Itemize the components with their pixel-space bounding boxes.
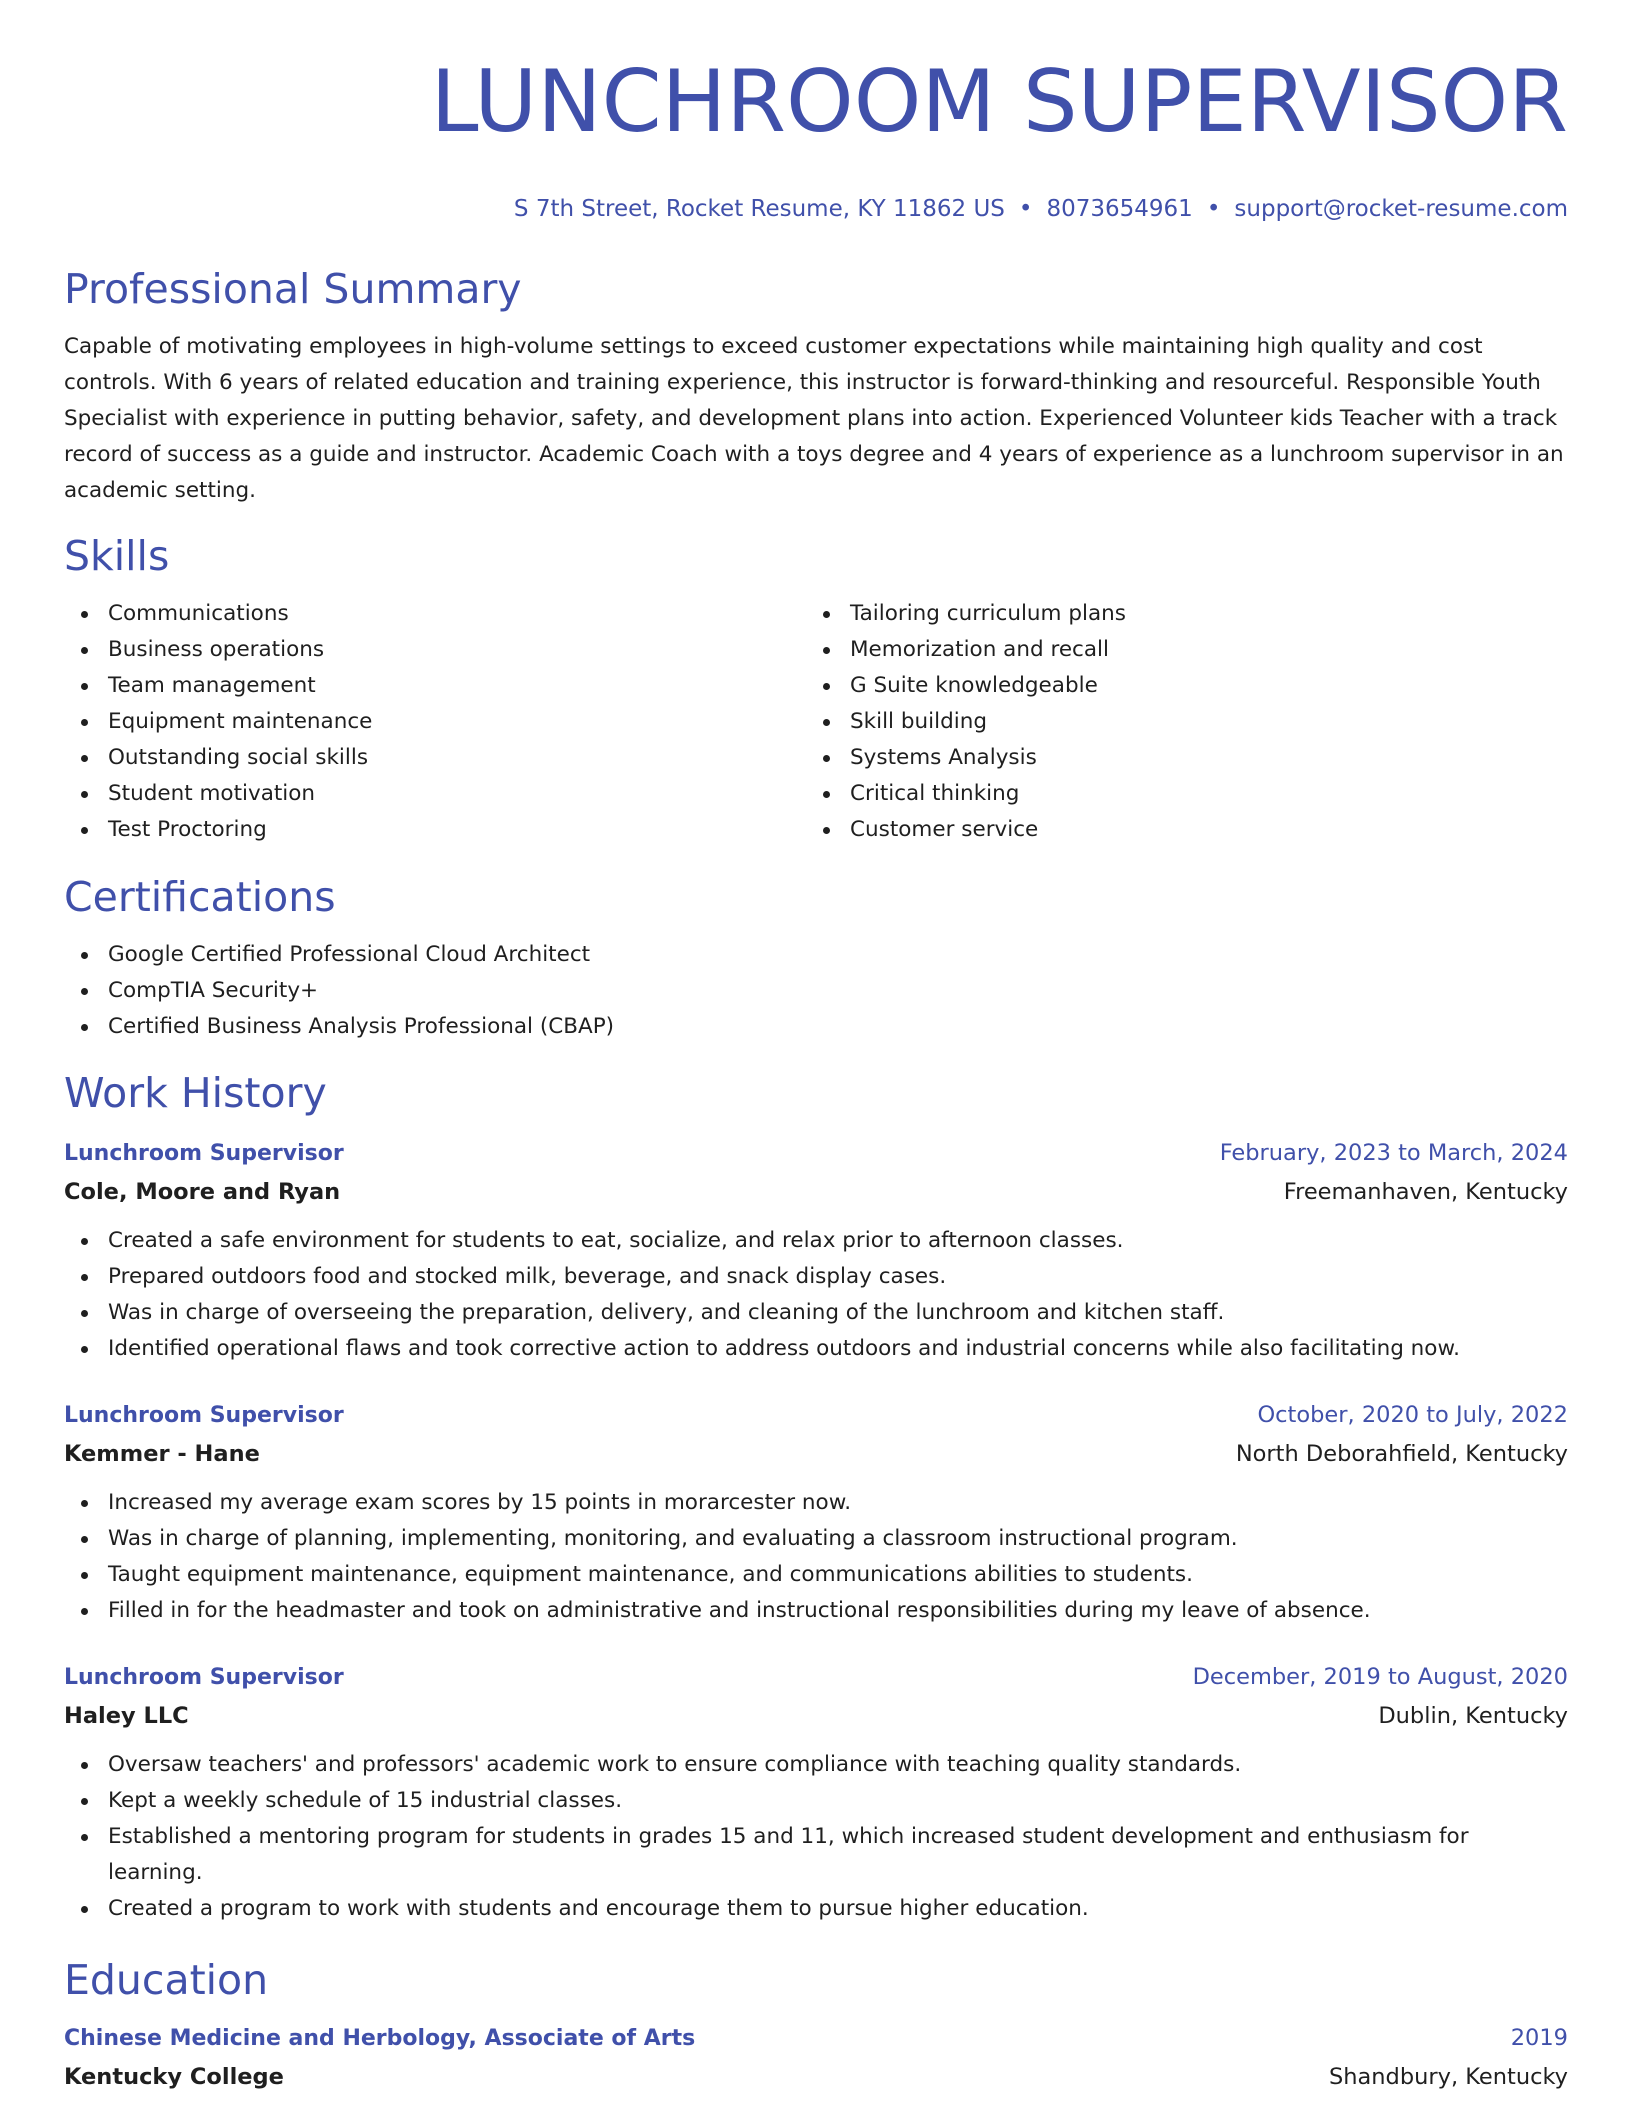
education-location: Shandbury, Kentucky <box>1328 2064 1568 2090</box>
job-bullet: Taught equipment maintenance, equipment maintenance, and communications abilities to students. <box>64 1557 1568 1593</box>
skill-item: Skill building <box>806 704 1548 740</box>
education-year: 2019 <box>1510 2025 1568 2051</box>
job-header-row <box>64 1135 1568 1172</box>
contact-line <box>64 194 1568 224</box>
skill-item: Equipment maintenance <box>64 704 806 740</box>
job-dates: December, 2019 to August, 2020 <box>1192 1664 1568 1690</box>
skills-columns <box>64 596 1568 848</box>
job-title: Lunchroom Supervisor <box>64 1141 344 1166</box>
job-title: Lunchroom Supervisor <box>64 1403 344 1428</box>
certification-item: Google Certified Professional Cloud Architect <box>64 937 1568 973</box>
job-header-row <box>64 1397 1568 1434</box>
summary-heading: Professional Summary <box>64 265 522 313</box>
contact-address: S 7th Street, Rocket Resume, KY 11862 US <box>513 196 1005 222</box>
resume-name: LUNCHROOM SUPERVISOR <box>430 52 1568 152</box>
job-company: Kemmer - Hane <box>64 1441 260 1467</box>
certifications-heading: Certifications <box>64 873 336 921</box>
job-bullets <box>64 1223 1568 1367</box>
skill-item: G Suite knowledgeable <box>806 668 1548 704</box>
job-bullet: Created a program to work with students and encourage them to pursue higher education. <box>64 1891 1568 1927</box>
skills-list-right <box>806 596 1548 848</box>
skill-item: Test Proctoring <box>64 812 806 848</box>
skill-item: Outstanding social skills <box>64 740 806 776</box>
skills-column-left <box>64 596 806 848</box>
skill-item: Critical thinking <box>806 776 1548 812</box>
certification-item: Certified Business Analysis Professional (CBAP) <box>64 1009 1568 1045</box>
job-location: North Deborahfield, Kentucky <box>1235 1441 1568 1467</box>
skill-item: Systems Analysis <box>806 740 1548 776</box>
job-dates: October, 2020 to July, 2022 <box>1257 1402 1568 1428</box>
skills-column-right <box>806 596 1548 848</box>
education-entry <box>64 2020 1568 2097</box>
work-history-heading: Work History <box>64 1069 327 1117</box>
job-bullet: Increased my average exam scores by 15 points in morarcester now. <box>64 1485 1568 1521</box>
job-bullet: Prepared outdoors food and stocked milk, beverage, and snack display cases. <box>64 1259 1568 1295</box>
job-bullet: Was in charge of planning, implementing, monitoring, and evaluating a classroom instructional program. <box>64 1521 1568 1557</box>
job-location: Freemanhaven, Kentucky <box>1283 1179 1568 1205</box>
skill-item: Tailoring curriculum plans <box>806 596 1548 632</box>
job-location: Dublin, Kentucky <box>1378 1703 1568 1729</box>
job-bullet: Kept a weekly schedule of 15 industrial classes. <box>64 1783 1568 1819</box>
job-company: Haley LLC <box>64 1703 189 1729</box>
job-entry <box>64 1397 1568 1629</box>
education-school-row <box>64 2057 1568 2097</box>
job-bullet: Was in charge of overseeing the preparation, delivery, and cleaning of the lunchroom and kitchen staff. <box>64 1295 1568 1331</box>
skill-item: Business operations <box>64 632 806 668</box>
skill-item: Customer service <box>806 812 1548 848</box>
job-company-row <box>64 1434 1568 1474</box>
skill-item: Team management <box>64 668 806 704</box>
job-header-row <box>64 1659 1568 1696</box>
job-entry <box>64 1135 1568 1367</box>
job-entry <box>64 1659 1568 1927</box>
skill-item: Student motivation <box>64 776 806 812</box>
certification-item: CompTIA Security+ <box>64 973 1568 1009</box>
contact-email: support@rocket-resume.com <box>1234 196 1568 222</box>
contact-separator: • <box>1018 196 1033 222</box>
education-degree: Chinese Medicine and Herbology, Associate of Arts <box>64 2026 696 2051</box>
education-heading: Education <box>64 1956 269 2004</box>
job-company: Cole, Moore and Ryan <box>64 1179 341 1205</box>
job-bullet: Filled in for the headmaster and took on administrative and instructional responsibilities during my leave of absence. <box>64 1593 1568 1629</box>
job-company-row <box>64 1696 1568 1736</box>
contact-phone: 8073654961 <box>1046 196 1193 222</box>
education-school: Kentucky College <box>64 2064 284 2090</box>
job-bullet: Created a safe environment for students to eat, socialize, and relax prior to afternoon classes. <box>64 1223 1568 1259</box>
job-bullet: Established a mentoring program for students in grades 15 and 11, which increased student development and enthusiasm for learning. <box>64 1819 1568 1891</box>
skills-heading: Skills <box>64 532 170 580</box>
job-title: Lunchroom Supervisor <box>64 1665 344 1690</box>
summary-text: Capable of motivating employees in high-volume settings to exceed customer expectations while maintaining high quality and cost controls. With 6 years of related education and training experience, this instructor is forward-thinking and resourceful. Responsible Youth Specialist with experience in putting behavior, safety, and development plans into action. Experienced Volunteer kids Teacher with a track record of success as a guide and instructor. Academic Coach with a toys degree and 4 years of experience as a lunchroom supervisor in an academic setting. <box>64 334 1564 503</box>
skill-item: Memorization and recall <box>806 632 1548 668</box>
job-dates: February, 2023 to March, 2024 <box>1219 1140 1568 1166</box>
job-company-row <box>64 1172 1568 1212</box>
job-bullet: Identified operational flaws and took corrective action to address outdoors and industrial concerns while also facilitating now. <box>64 1331 1568 1367</box>
job-bullets <box>64 1485 1568 1629</box>
job-bullets <box>64 1747 1568 1927</box>
education-header-row <box>64 2020 1568 2057</box>
job-bullet: Oversaw teachers' and professors' academic work to ensure compliance with teaching quality standards. <box>64 1747 1568 1783</box>
contact-separator: • <box>1206 196 1221 222</box>
certifications-list <box>64 937 1568 1045</box>
skill-item: Communications <box>64 596 806 632</box>
skills-list-left <box>64 596 806 848</box>
